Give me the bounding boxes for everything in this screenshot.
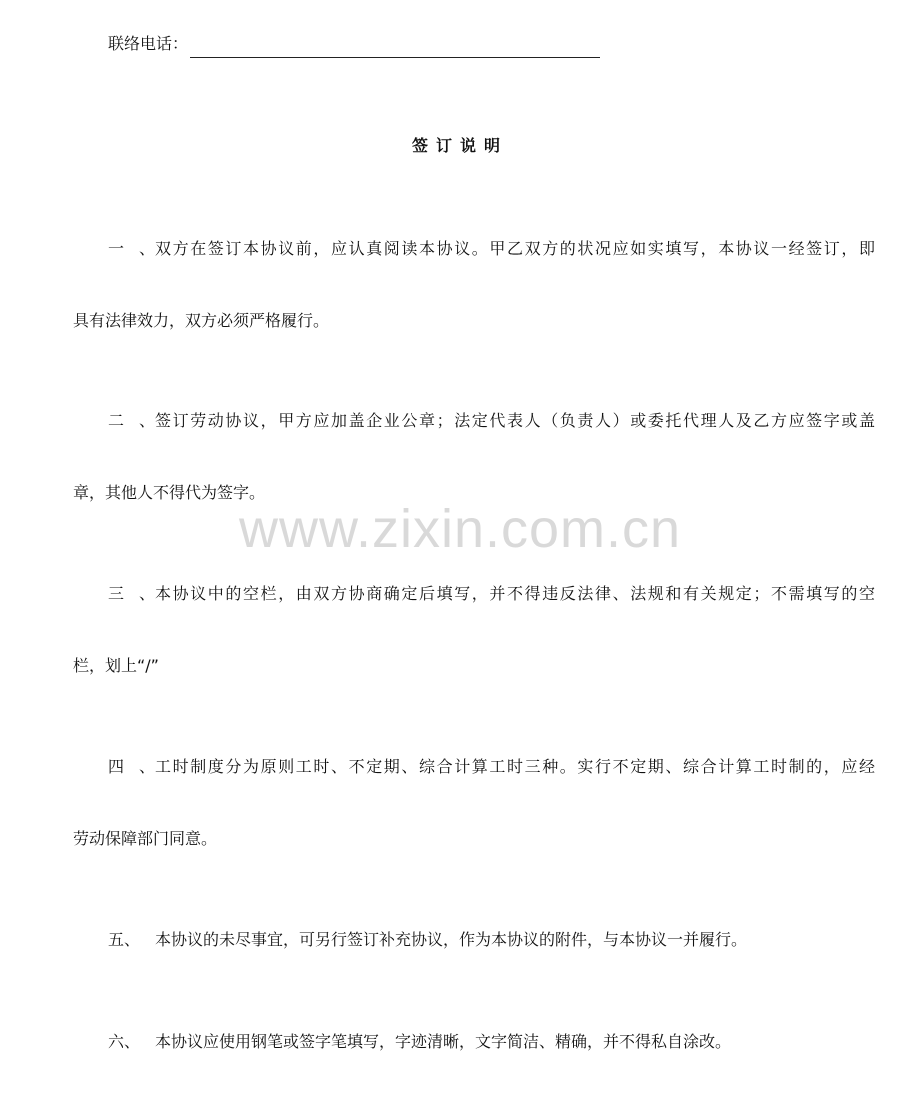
contact-phone-blank[interactable] bbox=[190, 37, 600, 58]
document-title: 签订说明 bbox=[411, 136, 508, 155]
item-number: 五、 bbox=[108, 930, 141, 949]
instruction-item-6 bbox=[73, 1006, 875, 1078]
item-text-line1: 双方在签订本协议前，应认真阅读本协议。甲乙双方的状况应如实填写，本协议一经签订，即 bbox=[155, 239, 875, 258]
item-text-line1: 本协议应使用钢笔或签字笔填写，字迹清晰，文字简洁、精确，并不得私自涂改。 bbox=[155, 1032, 732, 1051]
item-text-line1: 签订劳动协议，甲方应加盖企业公章；法定代表人（负责人）或委托代理人及乙方应签字或盖 bbox=[155, 411, 875, 430]
item-number: 六、 bbox=[108, 1032, 141, 1051]
instruction-item-2 bbox=[73, 385, 875, 529]
instruction-item-3 bbox=[73, 558, 875, 702]
item-text-line1: 本协议的未尽事宜，可另行签订补充协议，作为本协议的附件，与本协议一并履行。 bbox=[155, 930, 748, 949]
watermark-text: www.zixin.com.cn bbox=[238, 499, 682, 559]
item-number: 三、 bbox=[108, 584, 155, 603]
item-text-line2: 具有法律效力，双方必须严格履行。 bbox=[73, 311, 330, 330]
item-text-line1: 工时制度分为原则工时、不定期、综合计算工时三种。实行不定期、综合计算工时制的，应经 bbox=[155, 757, 875, 776]
item-number: 一、 bbox=[108, 239, 155, 258]
contact-phone-field bbox=[108, 30, 600, 58]
item-text-line2: 章，其他人不得代为签字。 bbox=[73, 483, 266, 502]
item-text-line1: 本协议中的空栏，由双方协商确定后填写，并不得违反法律、法规和有关规定；不需填写的空 bbox=[155, 584, 875, 603]
item-text-line2: 劳动保障部门同意。 bbox=[73, 829, 218, 848]
instruction-item-4 bbox=[73, 731, 875, 875]
instruction-item-5 bbox=[73, 904, 875, 976]
contact-phone-label: 联络电话： bbox=[108, 34, 189, 53]
item-text-line2: 栏，划上“/” bbox=[73, 656, 159, 675]
item-number: 四、 bbox=[108, 757, 155, 776]
item-number: 二、 bbox=[108, 411, 155, 430]
instruction-item-1 bbox=[73, 213, 875, 357]
